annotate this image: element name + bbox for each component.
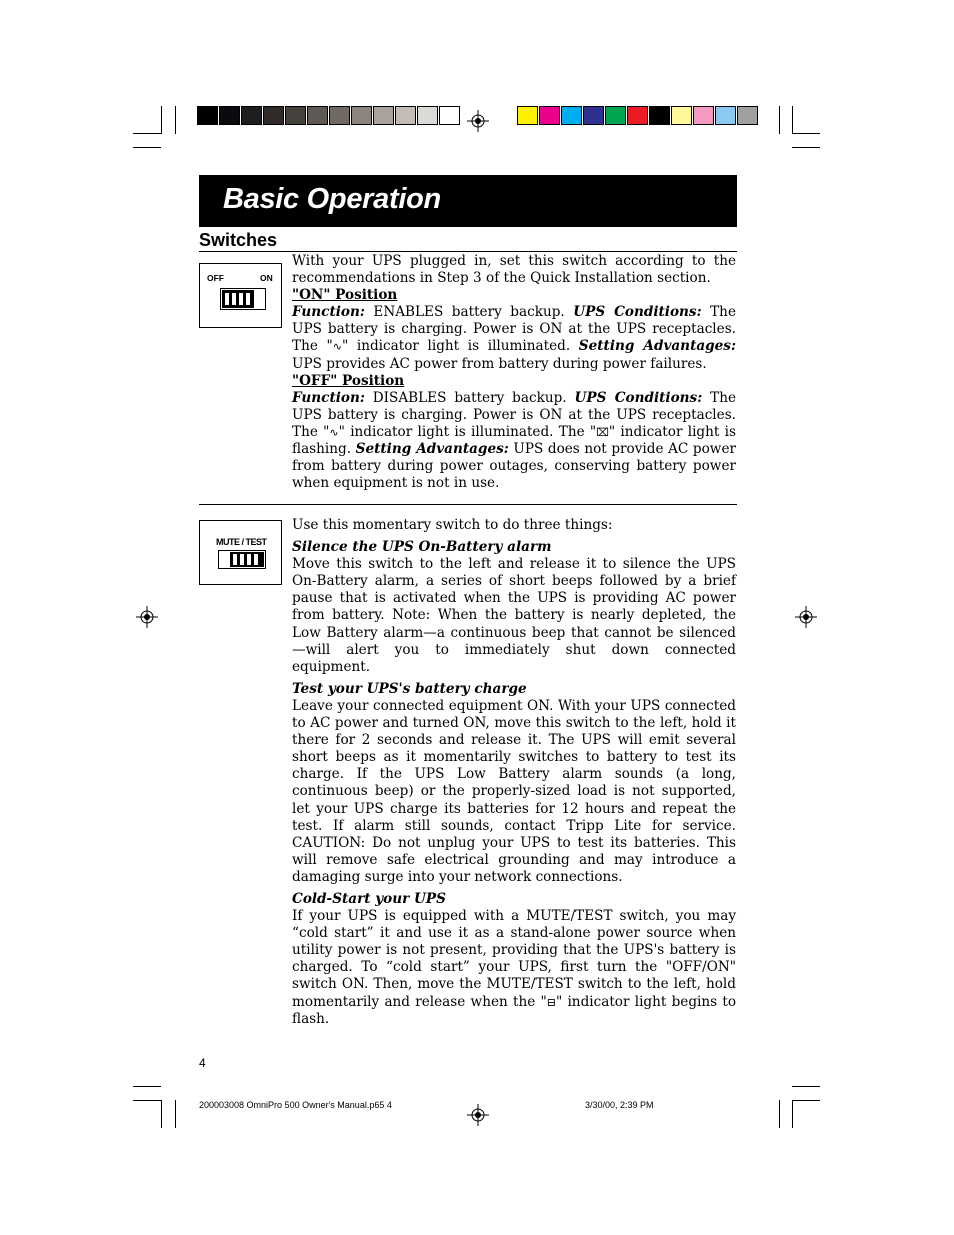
mute-test-switch-description: [292, 517, 736, 1028]
color-swatch: [263, 106, 284, 125]
crop-mark: [792, 1086, 820, 1087]
silence-alarm-paragraph: Move this switch to the left and release it to silence the UPS On-Battery alarm, a series of short beeps followed by a brief pause that is activated when the UPS is providing AC power from battery. Note: When the battery is nearly depleted, the Low Battery alarm—a continuous beep that cannot be silenced—will alert you to immediately shut down connected equipment.: [292, 556, 736, 675]
color-swatch: [539, 106, 560, 125]
crop-mark: [175, 106, 176, 134]
battery-icon: ⌧: [596, 425, 609, 439]
ac-wave-icon: ∿: [332, 340, 342, 354]
crop-mark: [792, 106, 793, 134]
divider-rule: [199, 504, 737, 505]
mute-test-switch-illustration: [199, 520, 282, 585]
color-swatch: [373, 106, 394, 125]
color-swatch: [219, 106, 240, 125]
color-swatch: [285, 106, 306, 125]
color-swatch: [307, 106, 328, 125]
registration-mark-icon: [795, 606, 817, 628]
battery-test-heading: Test your UPS's battery charge: [292, 680, 527, 697]
crop-mark: [133, 133, 161, 134]
crop-mark: [133, 1100, 161, 1101]
on-off-switch-description: [292, 253, 736, 492]
crop-mark: [792, 147, 820, 148]
on-position-paragraph: Function: ENABLES battery backup. UPS Conditions: The UPS battery is charging. Power is ON at the UPS receptacles. The "∿" indicator light is illuminated. Setting Advantages: UPS provides AC power from battery during power failures.: [292, 304, 736, 372]
footer-filename: 200003008 OmniPro 500 Owner's Manual.p65 4: [199, 1100, 392, 1110]
crop-mark: [792, 1100, 793, 1128]
footer-date: 3/30/00, 2:39 PM: [585, 1100, 654, 1110]
page-title: Basic Operation: [223, 183, 441, 215]
ac-wave-icon: ∿: [329, 425, 339, 439]
color-swatch: [737, 106, 758, 125]
slide-switch-icon: [220, 288, 266, 310]
color-swatch: [329, 106, 350, 125]
section-heading: Switches: [199, 230, 278, 250]
crop-mark: [161, 1100, 162, 1128]
crop-mark: [792, 1100, 820, 1101]
intro-paragraph: With your UPS plugged in, set this switch according to the recommendations in Step 3 of the Quick Installation section.: [292, 253, 736, 287]
color-swatch: [671, 106, 692, 125]
color-swatch: [715, 106, 736, 125]
color-swatch: [693, 106, 714, 125]
section-rule: [199, 251, 737, 252]
crop-mark: [175, 1100, 176, 1128]
off-position-paragraph: Function: DISABLES battery backup. UPS Conditions: The UPS battery is charging. Power is ON at the UPS receptacles. The "∿" indicator light is illuminated. The "⌧" indicator light is flashing. Setting Advantages: UPS does not provide AC power from battery during power outages, conserving battery power when equipment is not in use.: [292, 389, 736, 492]
color-swatch: [517, 106, 538, 125]
on-position-heading: "ON" Position: [292, 287, 398, 304]
color-swatch: [627, 106, 648, 125]
mute-test-label: MUTE / TEST: [216, 537, 267, 547]
battery-test-paragraph: Leave your connected equipment ON. With your UPS connected to AC power and turned ON, move this switch to the left, hold it there for 2 seconds and release it. The UPS will emit several short beeps as it momentarily switches to battery to test its charge. If the UPS Low Battery alarm sounds (a long, continuous beep) or the properly-sized load is not supported, let your UPS charge its batteries for 12 hours and repeat the test. If alarm still sounds, contact Tripp Lite for service. CAUTION: Do not unplug your UPS to test its batteries. This will remove safe electrical grounding and may introduce a damaging surge into your network connections.: [292, 697, 736, 885]
crop-mark: [161, 106, 162, 134]
color-swatch: [605, 106, 626, 125]
color-swatch: [241, 106, 262, 125]
color-swatch: [561, 106, 582, 125]
battery-icon: ⊟: [546, 995, 556, 1009]
off-label: OFF: [207, 273, 224, 283]
intro-paragraph: Use this momentary switch to do three things:: [292, 517, 613, 533]
on-label: ON: [260, 273, 273, 283]
color-swatch: [583, 106, 604, 125]
cold-start-heading: Cold-Start your UPS: [292, 890, 446, 907]
crop-mark: [133, 147, 161, 148]
cold-start-paragraph: If your UPS is equipped with a MUTE/TEST switch, you may “cold start” it and use it as a stand-alone power source when utility power is not present, providing that the UPS's battery is charged. To “cold start” your UPS, first turn the "OFF/ON" switch ON. Then, move the MUTE/TEST switch to the left, hold momentarily and release when the "⊟" indicator light begins to flash.: [292, 908, 736, 1027]
registration-mark-icon: [136, 606, 158, 628]
crop-mark: [779, 1100, 780, 1128]
registration-mark-icon: [467, 110, 489, 132]
gray-color-bar: [197, 106, 461, 125]
title-banner: [199, 175, 737, 227]
color-swatch: [439, 106, 460, 125]
on-off-switch-illustration: [199, 263, 282, 328]
color-swatch: [197, 106, 218, 125]
crop-mark: [779, 106, 780, 134]
color-swatch: [417, 106, 438, 125]
process-color-bar: [517, 106, 759, 125]
page-number: 4: [199, 1056, 206, 1070]
color-swatch: [649, 106, 670, 125]
off-position-heading: "OFF" Position: [292, 372, 405, 389]
color-swatch: [351, 106, 372, 125]
registration-mark-icon: [467, 1104, 489, 1126]
momentary-switch-icon: [218, 550, 266, 569]
silence-alarm-heading: Silence the UPS On-Battery alarm: [292, 539, 552, 556]
crop-mark: [133, 1086, 161, 1087]
crop-mark: [792, 133, 820, 134]
color-swatch: [395, 106, 416, 125]
